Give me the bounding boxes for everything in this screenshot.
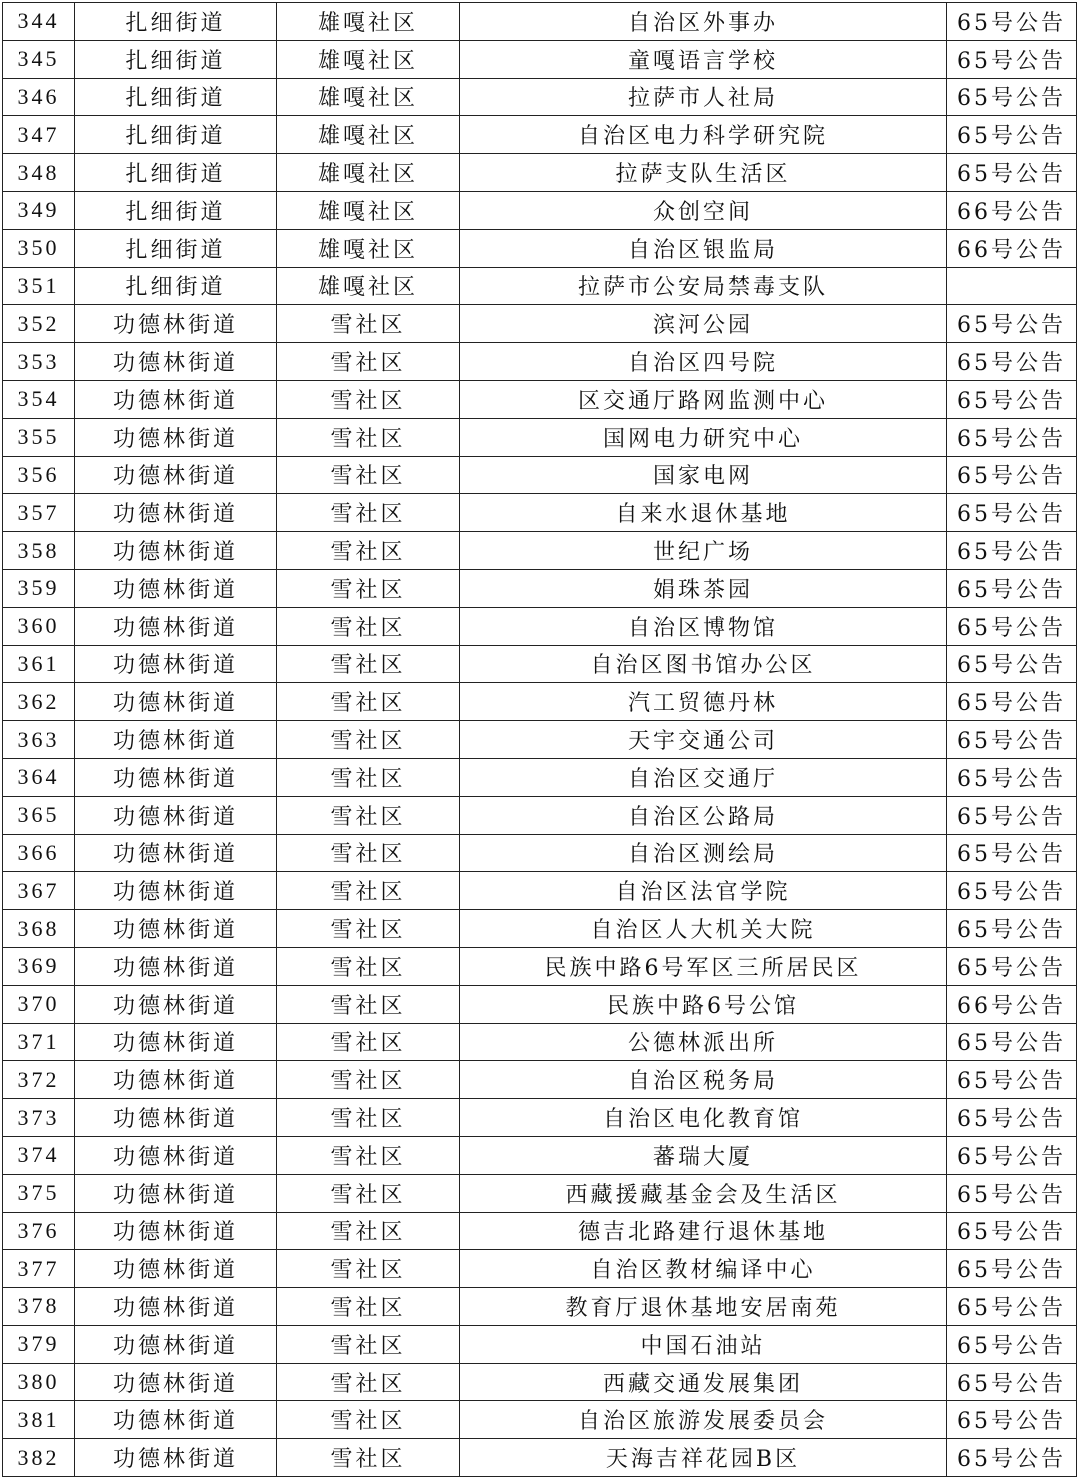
street-cell: 功德林街道 [75,985,277,1023]
row-number-cell: 366 [3,834,75,872]
street-cell: 功德林街道 [75,607,277,645]
street-cell: 功德林街道 [75,380,277,418]
row-number-cell: 351 [3,267,75,305]
table-row [3,645,1077,683]
street-cell: 功德林街道 [75,1136,277,1174]
community-cell: 雪社区 [277,1401,460,1439]
row-number-cell: 379 [3,1325,75,1363]
street-cell: 功德林街道 [75,1401,277,1439]
street-cell: 功德林街道 [75,1023,277,1061]
street-cell: 功德林街道 [75,1061,277,1099]
notice-cell: 65号公告 [947,1363,1077,1401]
table-row [3,910,1077,948]
table-row [3,191,1077,229]
notice-cell: 65号公告 [947,343,1077,381]
community-cell: 雄嘎社区 [277,116,460,154]
street-cell: 扎细街道 [75,154,277,192]
street-cell: 功德林街道 [75,1174,277,1212]
notice-cell: 65号公告 [947,418,1077,456]
street-cell: 功德林街道 [75,834,277,872]
notice-cell: 65号公告 [947,1288,1077,1326]
street-cell: 扎细街道 [75,3,277,41]
community-cell: 雪社区 [277,872,460,910]
row-number-cell: 377 [3,1250,75,1288]
community-cell: 雪社区 [277,1250,460,1288]
community-cell: 雪社区 [277,645,460,683]
notice-cell: 65号公告 [947,910,1077,948]
notice-cell: 66号公告 [947,985,1077,1023]
row-number-cell: 365 [3,796,75,834]
community-cell: 雪社区 [277,683,460,721]
table-row [3,1136,1077,1174]
row-number-cell: 357 [3,494,75,532]
location-cell: 民族中路6号军区三所居民区 [460,947,947,985]
notice-cell: 65号公告 [947,1250,1077,1288]
notice-cell: 66号公告 [947,191,1077,229]
community-cell: 雄嘎社区 [277,154,460,192]
street-cell: 功德林街道 [75,683,277,721]
row-number-cell: 353 [3,343,75,381]
location-cell: 自治区四号院 [460,343,947,381]
row-number-cell: 367 [3,872,75,910]
location-cell: 拉萨市公安局禁毒支队 [460,267,947,305]
row-number-cell: 360 [3,607,75,645]
location-cell: 自治区外事办 [460,3,947,41]
community-cell: 雪社区 [277,607,460,645]
table-row [3,3,1077,41]
community-cell: 雪社区 [277,1212,460,1250]
street-cell: 功德林街道 [75,947,277,985]
table-row [3,305,1077,343]
street-cell: 功德林街道 [75,910,277,948]
notice-cell [947,267,1077,305]
notice-cell: 65号公告 [947,1023,1077,1061]
table-row [3,1288,1077,1326]
community-cell: 雪社区 [277,494,460,532]
location-cell: 天海吉祥花园B区 [460,1439,947,1477]
table-row [3,1099,1077,1137]
location-cell: 自治区银监局 [460,229,947,267]
street-cell: 功德林街道 [75,1212,277,1250]
row-number-cell: 375 [3,1174,75,1212]
street-cell: 功德林街道 [75,1363,277,1401]
row-number-cell: 345 [3,40,75,78]
table-row [3,40,1077,78]
notice-cell: 65号公告 [947,947,1077,985]
location-cell: 蕃瑞大厦 [460,1136,947,1174]
location-cell: 滨河公园 [460,305,947,343]
row-number-cell: 344 [3,3,75,41]
table-body [3,3,1077,1477]
street-cell: 功德林街道 [75,456,277,494]
street-cell: 功德林街道 [75,494,277,532]
notice-cell: 65号公告 [947,1061,1077,1099]
row-number-cell: 380 [3,1363,75,1401]
table-row [3,380,1077,418]
notice-cell: 65号公告 [947,1136,1077,1174]
row-number-cell: 347 [3,116,75,154]
location-cell: 自治区人大机关大院 [460,910,947,948]
notice-cell: 65号公告 [947,872,1077,910]
row-number-cell: 382 [3,1439,75,1477]
location-cell: 西藏援藏基金会及生活区 [460,1174,947,1212]
row-number-cell: 368 [3,910,75,948]
notice-cell: 65号公告 [947,78,1077,116]
street-cell: 扎细街道 [75,40,277,78]
table-row [3,343,1077,381]
location-cell: 天宇交通公司 [460,721,947,759]
street-cell: 功德林街道 [75,645,277,683]
table-row [3,1401,1077,1439]
location-cell: 众创空间 [460,191,947,229]
table-row [3,78,1077,116]
community-cell: 雪社区 [277,1439,460,1477]
street-cell: 功德林街道 [75,1439,277,1477]
street-cell: 扎细街道 [75,116,277,154]
location-cell: 自治区测绘局 [460,834,947,872]
table-row [3,1439,1077,1477]
community-cell: 雪社区 [277,1363,460,1401]
street-cell: 功德林街道 [75,305,277,343]
community-cell: 雪社区 [277,1174,460,1212]
notice-cell: 65号公告 [947,116,1077,154]
location-cell: 世纪广场 [460,532,947,570]
location-cell: 自治区交通厅 [460,758,947,796]
row-number-cell: 374 [3,1136,75,1174]
location-cell: 自治区教材编译中心 [460,1250,947,1288]
location-cell: 娟珠茶园 [460,569,947,607]
notice-cell: 65号公告 [947,154,1077,192]
location-cell: 自治区法官学院 [460,872,947,910]
community-cell: 雪社区 [277,1136,460,1174]
row-number-cell: 358 [3,532,75,570]
table-row [3,569,1077,607]
table-row [3,1212,1077,1250]
community-cell: 雪社区 [277,796,460,834]
street-cell: 扎细街道 [75,191,277,229]
notice-cell: 65号公告 [947,532,1077,570]
notice-cell: 65号公告 [947,758,1077,796]
table-row [3,229,1077,267]
row-number-cell: 359 [3,569,75,607]
notice-cell: 65号公告 [947,721,1077,759]
table-row [3,1363,1077,1401]
community-cell: 雄嘎社区 [277,191,460,229]
table-row [3,456,1077,494]
location-cell: 自治区图书馆办公区 [460,645,947,683]
notice-cell: 65号公告 [947,607,1077,645]
row-number-cell: 370 [3,985,75,1023]
table-row [3,1174,1077,1212]
row-number-cell: 355 [3,418,75,456]
community-location-table [2,2,1077,1477]
street-cell: 功德林街道 [75,343,277,381]
location-cell: 国网电力研究中心 [460,418,947,456]
location-cell: 公德林派出所 [460,1023,947,1061]
community-cell: 雪社区 [277,1099,460,1137]
row-number-cell: 376 [3,1212,75,1250]
row-number-cell: 356 [3,456,75,494]
location-cell: 教育厅退休基地安居南苑 [460,1288,947,1326]
location-cell: 汽工贸德丹林 [460,683,947,721]
street-cell: 功德林街道 [75,1099,277,1137]
notice-cell: 65号公告 [947,1174,1077,1212]
street-cell: 功德林街道 [75,721,277,759]
community-cell: 雄嘎社区 [277,229,460,267]
street-cell: 功德林街道 [75,418,277,456]
community-cell: 雪社区 [277,1325,460,1363]
row-number-cell: 363 [3,721,75,759]
row-number-cell: 369 [3,947,75,985]
location-cell: 拉萨支队生活区 [460,154,947,192]
community-cell: 雄嘎社区 [277,40,460,78]
location-cell: 自治区税务局 [460,1061,947,1099]
row-number-cell: 346 [3,78,75,116]
community-cell: 雪社区 [277,947,460,985]
row-number-cell: 378 [3,1288,75,1326]
community-cell: 雄嘎社区 [277,267,460,305]
notice-cell: 65号公告 [947,380,1077,418]
table-row [3,154,1077,192]
location-cell: 童嘎语言学校 [460,40,947,78]
community-cell: 雪社区 [277,834,460,872]
notice-cell: 65号公告 [947,834,1077,872]
location-cell: 拉萨市人社局 [460,78,947,116]
notice-cell: 66号公告 [947,229,1077,267]
row-number-cell: 352 [3,305,75,343]
community-cell: 雪社区 [277,343,460,381]
street-cell: 功德林街道 [75,796,277,834]
street-cell: 功德林街道 [75,569,277,607]
table-row [3,872,1077,910]
notice-cell: 65号公告 [947,796,1077,834]
street-cell: 扎细街道 [75,78,277,116]
location-cell: 自治区旅游发展委员会 [460,1401,947,1439]
table-row [3,683,1077,721]
row-number-cell: 349 [3,191,75,229]
location-cell: 中国石油站 [460,1325,947,1363]
community-cell: 雪社区 [277,569,460,607]
table-row [3,834,1077,872]
table-row [3,267,1077,305]
location-cell: 德吉北路建行退休基地 [460,1212,947,1250]
notice-cell: 65号公告 [947,1099,1077,1137]
street-cell: 扎细街道 [75,267,277,305]
location-cell: 自治区公路局 [460,796,947,834]
location-cell: 西藏交通发展集团 [460,1363,947,1401]
location-cell: 国家电网 [460,456,947,494]
street-cell: 扎细街道 [75,229,277,267]
table-row [3,758,1077,796]
community-cell: 雪社区 [277,985,460,1023]
community-cell: 雪社区 [277,1061,460,1099]
location-cell: 民族中路6号公馆 [460,985,947,1023]
location-cell: 自来水退休基地 [460,494,947,532]
table-row [3,1023,1077,1061]
row-number-cell: 371 [3,1023,75,1061]
location-cell: 自治区博物馆 [460,607,947,645]
table-row [3,607,1077,645]
notice-cell: 65号公告 [947,1325,1077,1363]
table-row [3,1325,1077,1363]
community-cell: 雪社区 [277,532,460,570]
community-cell: 雪社区 [277,380,460,418]
street-cell: 功德林街道 [75,1325,277,1363]
table-row [3,985,1077,1023]
table-row [3,721,1077,759]
notice-cell: 65号公告 [947,569,1077,607]
notice-cell: 65号公告 [947,645,1077,683]
notice-cell: 65号公告 [947,40,1077,78]
table-row [3,1061,1077,1099]
community-cell: 雪社区 [277,1023,460,1061]
street-cell: 功德林街道 [75,758,277,796]
location-cell: 区交通厅路网监测中心 [460,380,947,418]
row-number-cell: 348 [3,154,75,192]
community-cell: 雄嘎社区 [277,3,460,41]
notice-cell: 65号公告 [947,1439,1077,1477]
notice-cell: 65号公告 [947,456,1077,494]
row-number-cell: 372 [3,1061,75,1099]
community-cell: 雪社区 [277,910,460,948]
community-cell: 雪社区 [277,418,460,456]
row-number-cell: 364 [3,758,75,796]
street-cell: 功德林街道 [75,1288,277,1326]
table-row [3,796,1077,834]
row-number-cell: 361 [3,645,75,683]
community-cell: 雪社区 [277,721,460,759]
community-cell: 雄嘎社区 [277,78,460,116]
table-row [3,418,1077,456]
row-number-cell: 350 [3,229,75,267]
row-number-cell: 354 [3,380,75,418]
street-cell: 功德林街道 [75,1250,277,1288]
location-cell: 自治区电力科学研究院 [460,116,947,154]
community-cell: 雪社区 [277,456,460,494]
table-row [3,1250,1077,1288]
location-cell: 自治区电化教育馆 [460,1099,947,1137]
notice-cell: 65号公告 [947,3,1077,41]
community-cell: 雪社区 [277,758,460,796]
street-cell: 功德林街道 [75,532,277,570]
notice-cell: 65号公告 [947,683,1077,721]
street-cell: 功德林街道 [75,872,277,910]
table-row [3,116,1077,154]
row-number-cell: 362 [3,683,75,721]
notice-cell: 65号公告 [947,1401,1077,1439]
community-cell: 雪社区 [277,1288,460,1326]
table-row [3,947,1077,985]
row-number-cell: 373 [3,1099,75,1137]
table-row [3,494,1077,532]
notice-cell: 65号公告 [947,494,1077,532]
community-cell: 雪社区 [277,305,460,343]
notice-cell: 65号公告 [947,1212,1077,1250]
row-number-cell: 381 [3,1401,75,1439]
notice-cell: 65号公告 [947,305,1077,343]
table-row [3,532,1077,570]
